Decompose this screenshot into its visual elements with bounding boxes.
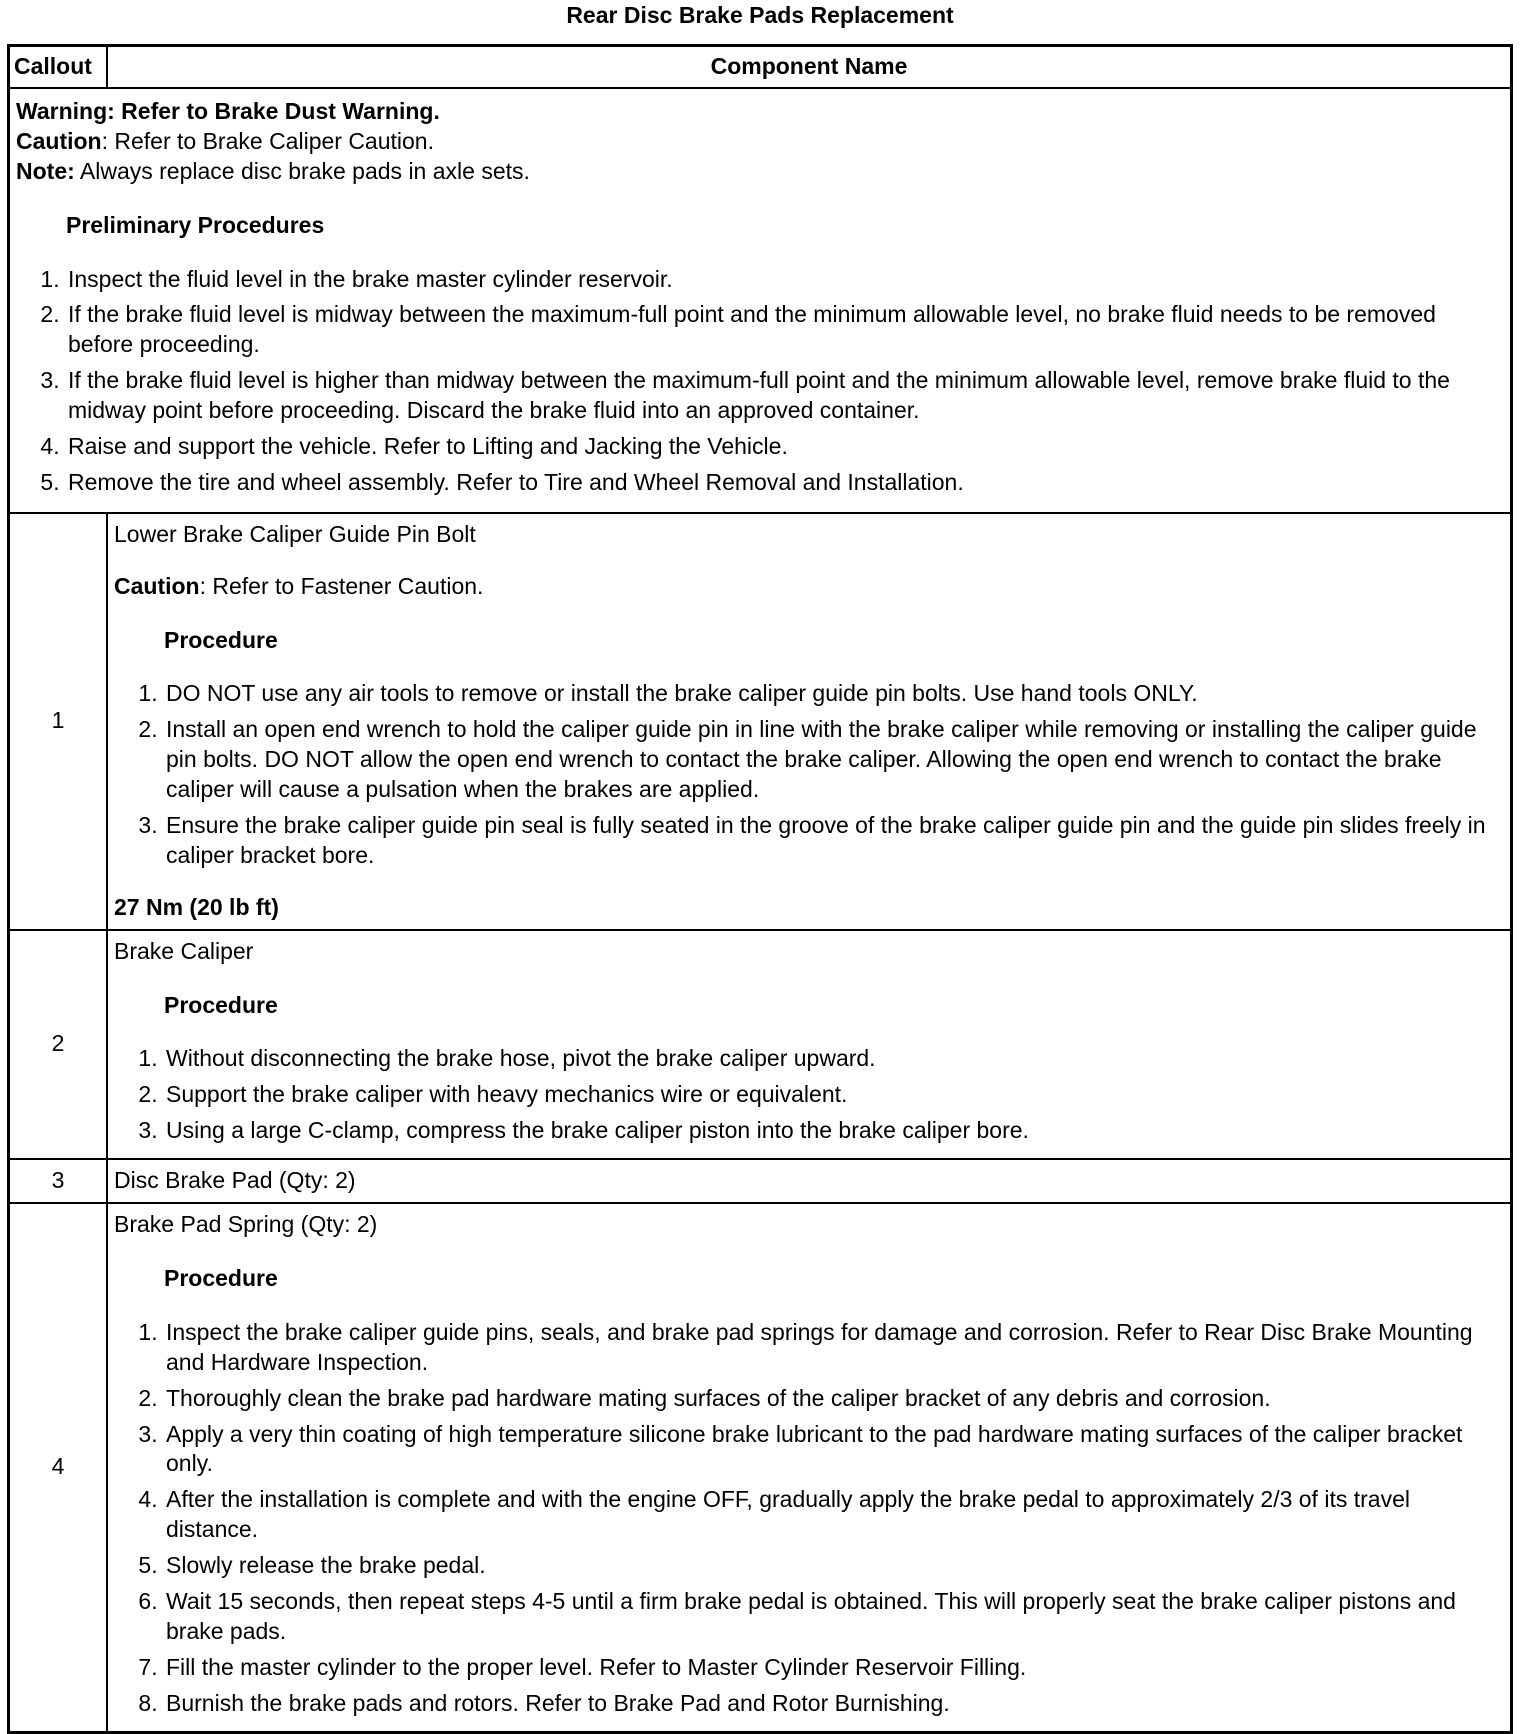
callout-header: Callout: [9, 46, 108, 89]
list-item: 1. Without disconnecting the brake hose, pivot the brake caliper upward.: [164, 1044, 1504, 1074]
warning-label: Warning:: [16, 98, 115, 124]
procedure-steps: [114, 1318, 1504, 1719]
component-name: Brake Caliper: [114, 937, 254, 964]
callout-number: 4: [9, 1203, 108, 1732]
caution-line: [16, 127, 1504, 157]
list-item: 1. Inspect the brake caliper guide pins, seals, and brake pad springs for damage and corrosion. Refer to Rear Disc Brake Mounting and Hardware Inspection.: [164, 1318, 1504, 1378]
procedure-heading: Procedure: [164, 626, 278, 653]
list-item: 8. Burnish the brake pads and rotors. Refer to Brake Pad and Rotor Burnishing.: [164, 1689, 1504, 1719]
document-title: Rear Disc Brake Pads Replacement: [566, 2, 954, 28]
callout-number: 2: [9, 930, 108, 1159]
list-item: 6. Wait 15 seconds, then repeat steps 4-5 until a firm brake pedal is obtained. This will properly seat the brake caliper pistons and brake pads.: [164, 1587, 1504, 1647]
list-item: 3. Using a large C-clamp, compress the brake caliper piston into the brake caliper bore.: [164, 1116, 1504, 1146]
warning-line: [16, 97, 1504, 127]
component-cell: [107, 1159, 1512, 1203]
warning-text: Refer to Brake Dust Warning.: [114, 98, 440, 124]
component-cell: [107, 930, 1512, 1159]
torque-spec: 27 Nm (20 lb ft): [114, 893, 279, 920]
note-label: Note:: [16, 157, 75, 184]
caution-text: : Refer to Brake Caliper Caution.: [101, 127, 434, 154]
component-name: Lower Brake Caliper Guide Pin Bolt: [114, 520, 476, 547]
callout-number: 3: [9, 1159, 108, 1203]
caution-label: Caution: [114, 572, 200, 599]
component-cell: [107, 513, 1512, 930]
caution-line: [114, 572, 1504, 602]
table-row: [9, 930, 1512, 1159]
list-item: 2. If the brake fluid level is midway between the maximum-full point and the minimum allowable level, no brake fluid needs to be removed before proceeding.: [66, 300, 1504, 360]
preliminary-row: [9, 88, 1512, 513]
procedure-heading: Procedure: [164, 991, 278, 1018]
callout-number: 1: [9, 513, 108, 930]
list-item: 2. Support the brake caliper with heavy mechanics wire or equivalent.: [164, 1080, 1504, 1110]
list-item: 4. Raise and support the vehicle. Refer to Lifting and Jacking the Vehicle.: [66, 432, 1504, 462]
caution-text: : Refer to Fastener Caution.: [199, 572, 484, 599]
list-item: 3. Ensure the brake caliper guide pin seal is fully seated in the groove of the brake caliper guide pin and the guide pin slides freely in caliper bracket bore.: [164, 811, 1504, 871]
caution-label: Caution: [16, 127, 102, 154]
note-text: Always replace disc brake pads in axle sets.: [74, 157, 530, 184]
procedure-steps: [114, 1044, 1504, 1146]
table-row: [9, 1203, 1512, 1732]
preliminary-heading: Preliminary Procedures: [66, 211, 325, 238]
table-row: [9, 513, 1512, 930]
list-item: 3. Apply a very thin coating of high temperature silicone brake lubricant to the pad hardware mating surfaces of the caliper bracket only.: [164, 1420, 1504, 1480]
list-item: 1. Inspect the fluid level in the brake master cylinder reservoir.: [66, 265, 1504, 295]
component-cell: [107, 1203, 1512, 1732]
list-item: 5. Remove the tire and wheel assembly. Refer to Tire and Wheel Removal and Installation.: [66, 468, 1504, 498]
list-item: 7. Fill the master cylinder to the proper level. Refer to Master Cylinder Reservoir Filling.: [164, 1653, 1504, 1683]
list-item: 1. DO NOT use any air tools to remove or install the brake caliper guide pin bolts. Use hand tools ONLY.: [164, 679, 1504, 709]
list-item: 4. After the installation is complete and with the engine OFF, gradually apply the brake pedal to approximately 2/3 of its travel distance.: [164, 1485, 1504, 1545]
preliminary-cell: [9, 88, 1512, 513]
procedure-steps: [114, 679, 1504, 870]
procedure-table: [7, 44, 1513, 1734]
list-item: 3. If the brake fluid level is higher than midway between the maximum-full point and the minimum allowable level, remove brake fluid to the midway point before proceeding. Discard the brake fluid into an approved container.: [66, 366, 1504, 426]
table-row: [9, 1159, 1512, 1203]
procedure-heading: Procedure: [164, 1264, 278, 1291]
component-name-header: Component Name: [107, 46, 1512, 89]
list-item: 2. Install an open end wrench to hold the caliper guide pin in line with the brake caliper while removing or installing the caliper guide pin bolts. DO NOT allow the open end wrench to contact the brake caliper. Allowing the open end wrench to contact the brake caliper will cause a pulsation when the brakes are applied.: [164, 715, 1504, 805]
component-name: Disc Brake Pad (Qty: 2): [114, 1167, 356, 1194]
component-name: Brake Pad Spring (Qty: 2): [114, 1211, 378, 1238]
header-row: [9, 46, 1512, 89]
preliminary-steps: [16, 265, 1504, 498]
list-item: 5. Slowly release the brake pedal.: [164, 1551, 1504, 1581]
note-line: [16, 157, 1504, 187]
list-item: 2. Thoroughly clean the brake pad hardware mating surfaces of the caliper bracket of any debris and corrosion.: [164, 1384, 1504, 1414]
